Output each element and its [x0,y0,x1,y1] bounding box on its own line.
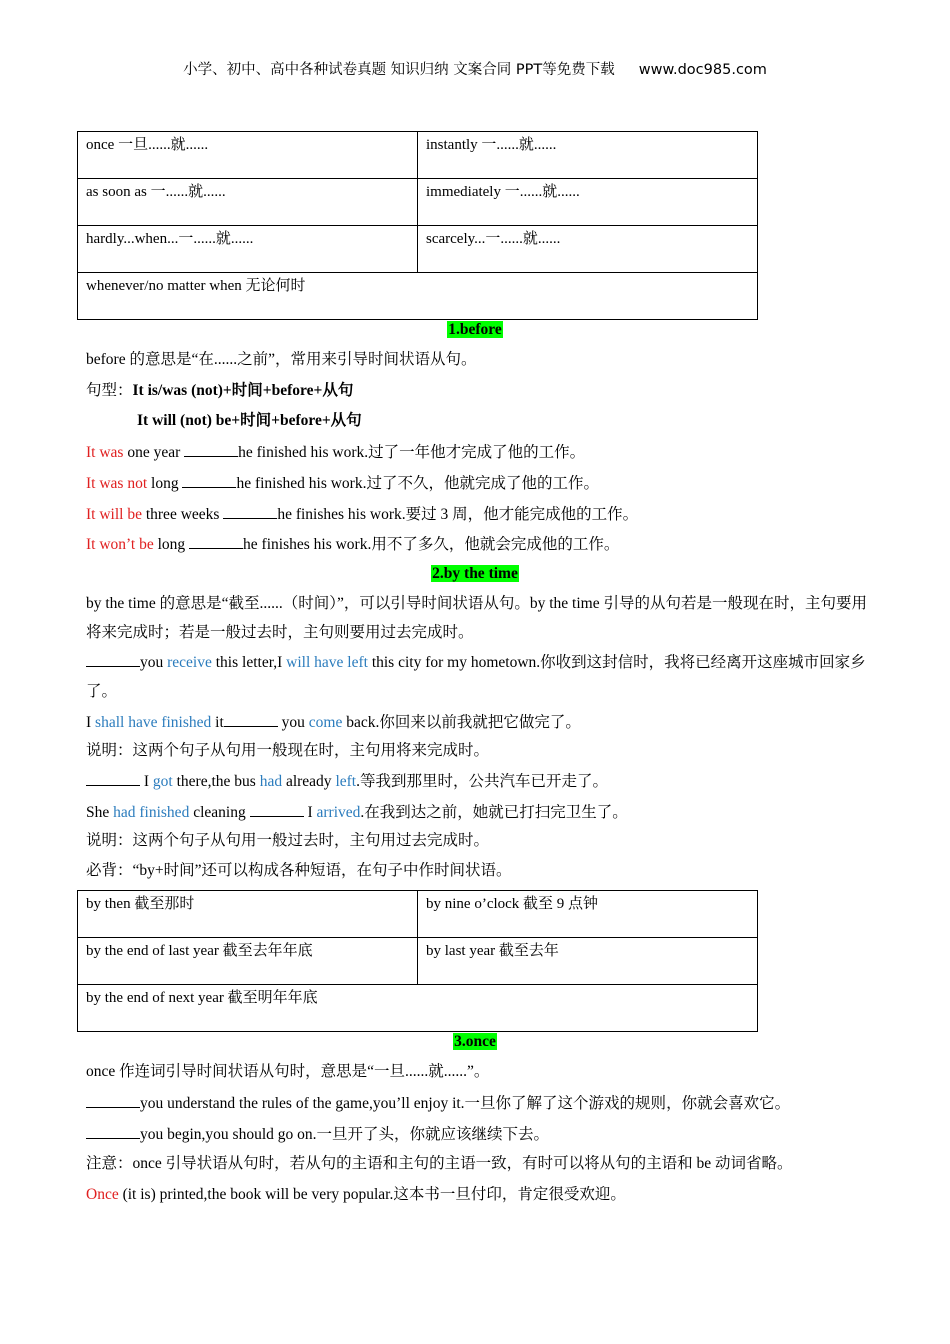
conjunction-table [77,131,758,320]
note-line: 注意：once 引导状语从句时，若从句的主语和主句的主语一致，有时可以将从句的主语和 be 动词省略。 [86,1155,793,1172]
example-sentence: you begin,you should go on.一旦开了头，你就应该继续下去。 [86,1124,549,1145]
example-sentence: you understand the rules of the game,you’ll enjoy it.一旦你了解了这个游戏的规则，你就会喜欢它。 [86,1093,790,1114]
example-sentence: She had finished cleaning I arrived.在我到达之前，她就已打扫完卫生了。 [86,804,628,821]
table-row [78,132,758,179]
table-cell: whenever/no matter when 无论何时 [78,273,758,320]
once-intro: once 作连词引导时间状语从句时，意思是“一旦......就......”。 [86,1063,490,1080]
table-row [78,226,758,273]
table-cell: by the end of last year 截至去年年底 [78,938,418,985]
by-phrase-table [77,890,758,1032]
blank[interactable] [86,1093,140,1108]
example-sentence: It won’t be long he finishes his work.用不了多久，他就会完成他的工作。 [86,536,620,553]
header-text: 小学、初中、高中各种试卷真题 知识归纳 文案合同 PPT等免费下载 [183,62,615,78]
pattern-line-1: 句型：It is/was (not)+时间+before+从句 [86,382,354,399]
before-intro: before 的意思是“在......之前”，常用来引导时间状语从句。 [86,351,477,368]
table-cell: once 一旦......就...... [78,132,418,179]
blank[interactable] [189,534,243,549]
must-know-line: 必背：“by+时间”还可以构成各种短语，在句子中作时间状语。 [86,862,512,879]
blank[interactable] [224,712,278,727]
page-header [0,58,950,79]
table-cell: immediately 一......就...... [418,179,758,226]
table-row [78,179,758,226]
header-url[interactable]: www.doc985.com [638,62,767,78]
note-line: 说明：这两个句子从句用一般过去时，主句用过去完成时。 [86,832,490,849]
example-sentence: I shall have finished it you come back.你回来以前我就把它做完了。 [86,714,581,731]
blank[interactable] [86,652,140,667]
by-the-time-intro: by the time 的意思是“截至......（时间）”，可以引导时间状语从句。by the time 引导的从句若是一般现在时，主句要用将来完成时；若是一般过去时，主句则要用过去完成时。 [86,595,867,641]
blank[interactable] [184,442,238,457]
example-sentence: It was one year he finished his work.过了一年他才完成了他的工作。 [86,444,586,461]
example-sentence: It will be three weeks he finishes his work.要过 3 周，他才能完成他的工作。 [86,506,639,523]
section-title-once: 3.once [454,1033,496,1050]
table-cell: by nine o’clock 截至 9 点钟 [418,891,758,938]
table-cell: by then 截至那时 [78,891,418,938]
blank[interactable] [182,473,236,488]
blank[interactable] [250,802,304,817]
example-sentence: I got there,the bus had already left.等我到那里时，公共汽车已开走了。 [86,771,608,792]
table-cell: instantly 一......就...... [418,132,758,179]
section-title-by-the-time: 2.by the time [432,565,518,582]
blank[interactable] [223,504,277,519]
table-row [78,985,758,1032]
pattern-line-2: It will (not) be+时间+before+从句 [137,412,362,429]
table-cell: hardly...when...一......就...... [78,226,418,273]
example-sentence: It was not long he finished his work.过了不久，他就完成了他的工作。 [86,475,599,492]
table-cell: as soon as 一......就...... [78,179,418,226]
example-sentence: Once (it is) printed,the book will be very popular.这本书一旦付印，肯定很受欢迎。 [86,1186,626,1203]
blank[interactable] [86,771,140,786]
example-sentence: you receive this letter,I will have left this city for my hometown.你收到这封信时，我将已经离开这座城市回家乡了。 [86,654,866,700]
table-cell: by the end of next year 截至明年年底 [78,985,758,1032]
table-cell: scarcely...一......就...... [418,226,758,273]
blank[interactable] [86,1124,140,1139]
section-title-before: 1.before [448,321,502,338]
table-row [78,273,758,320]
table-cell: by last year 截至去年 [418,938,758,985]
table-row [78,938,758,985]
note-line: 说明：这两个句子从句用一般现在时，主句用将来完成时。 [86,742,490,759]
table-row [78,891,758,938]
